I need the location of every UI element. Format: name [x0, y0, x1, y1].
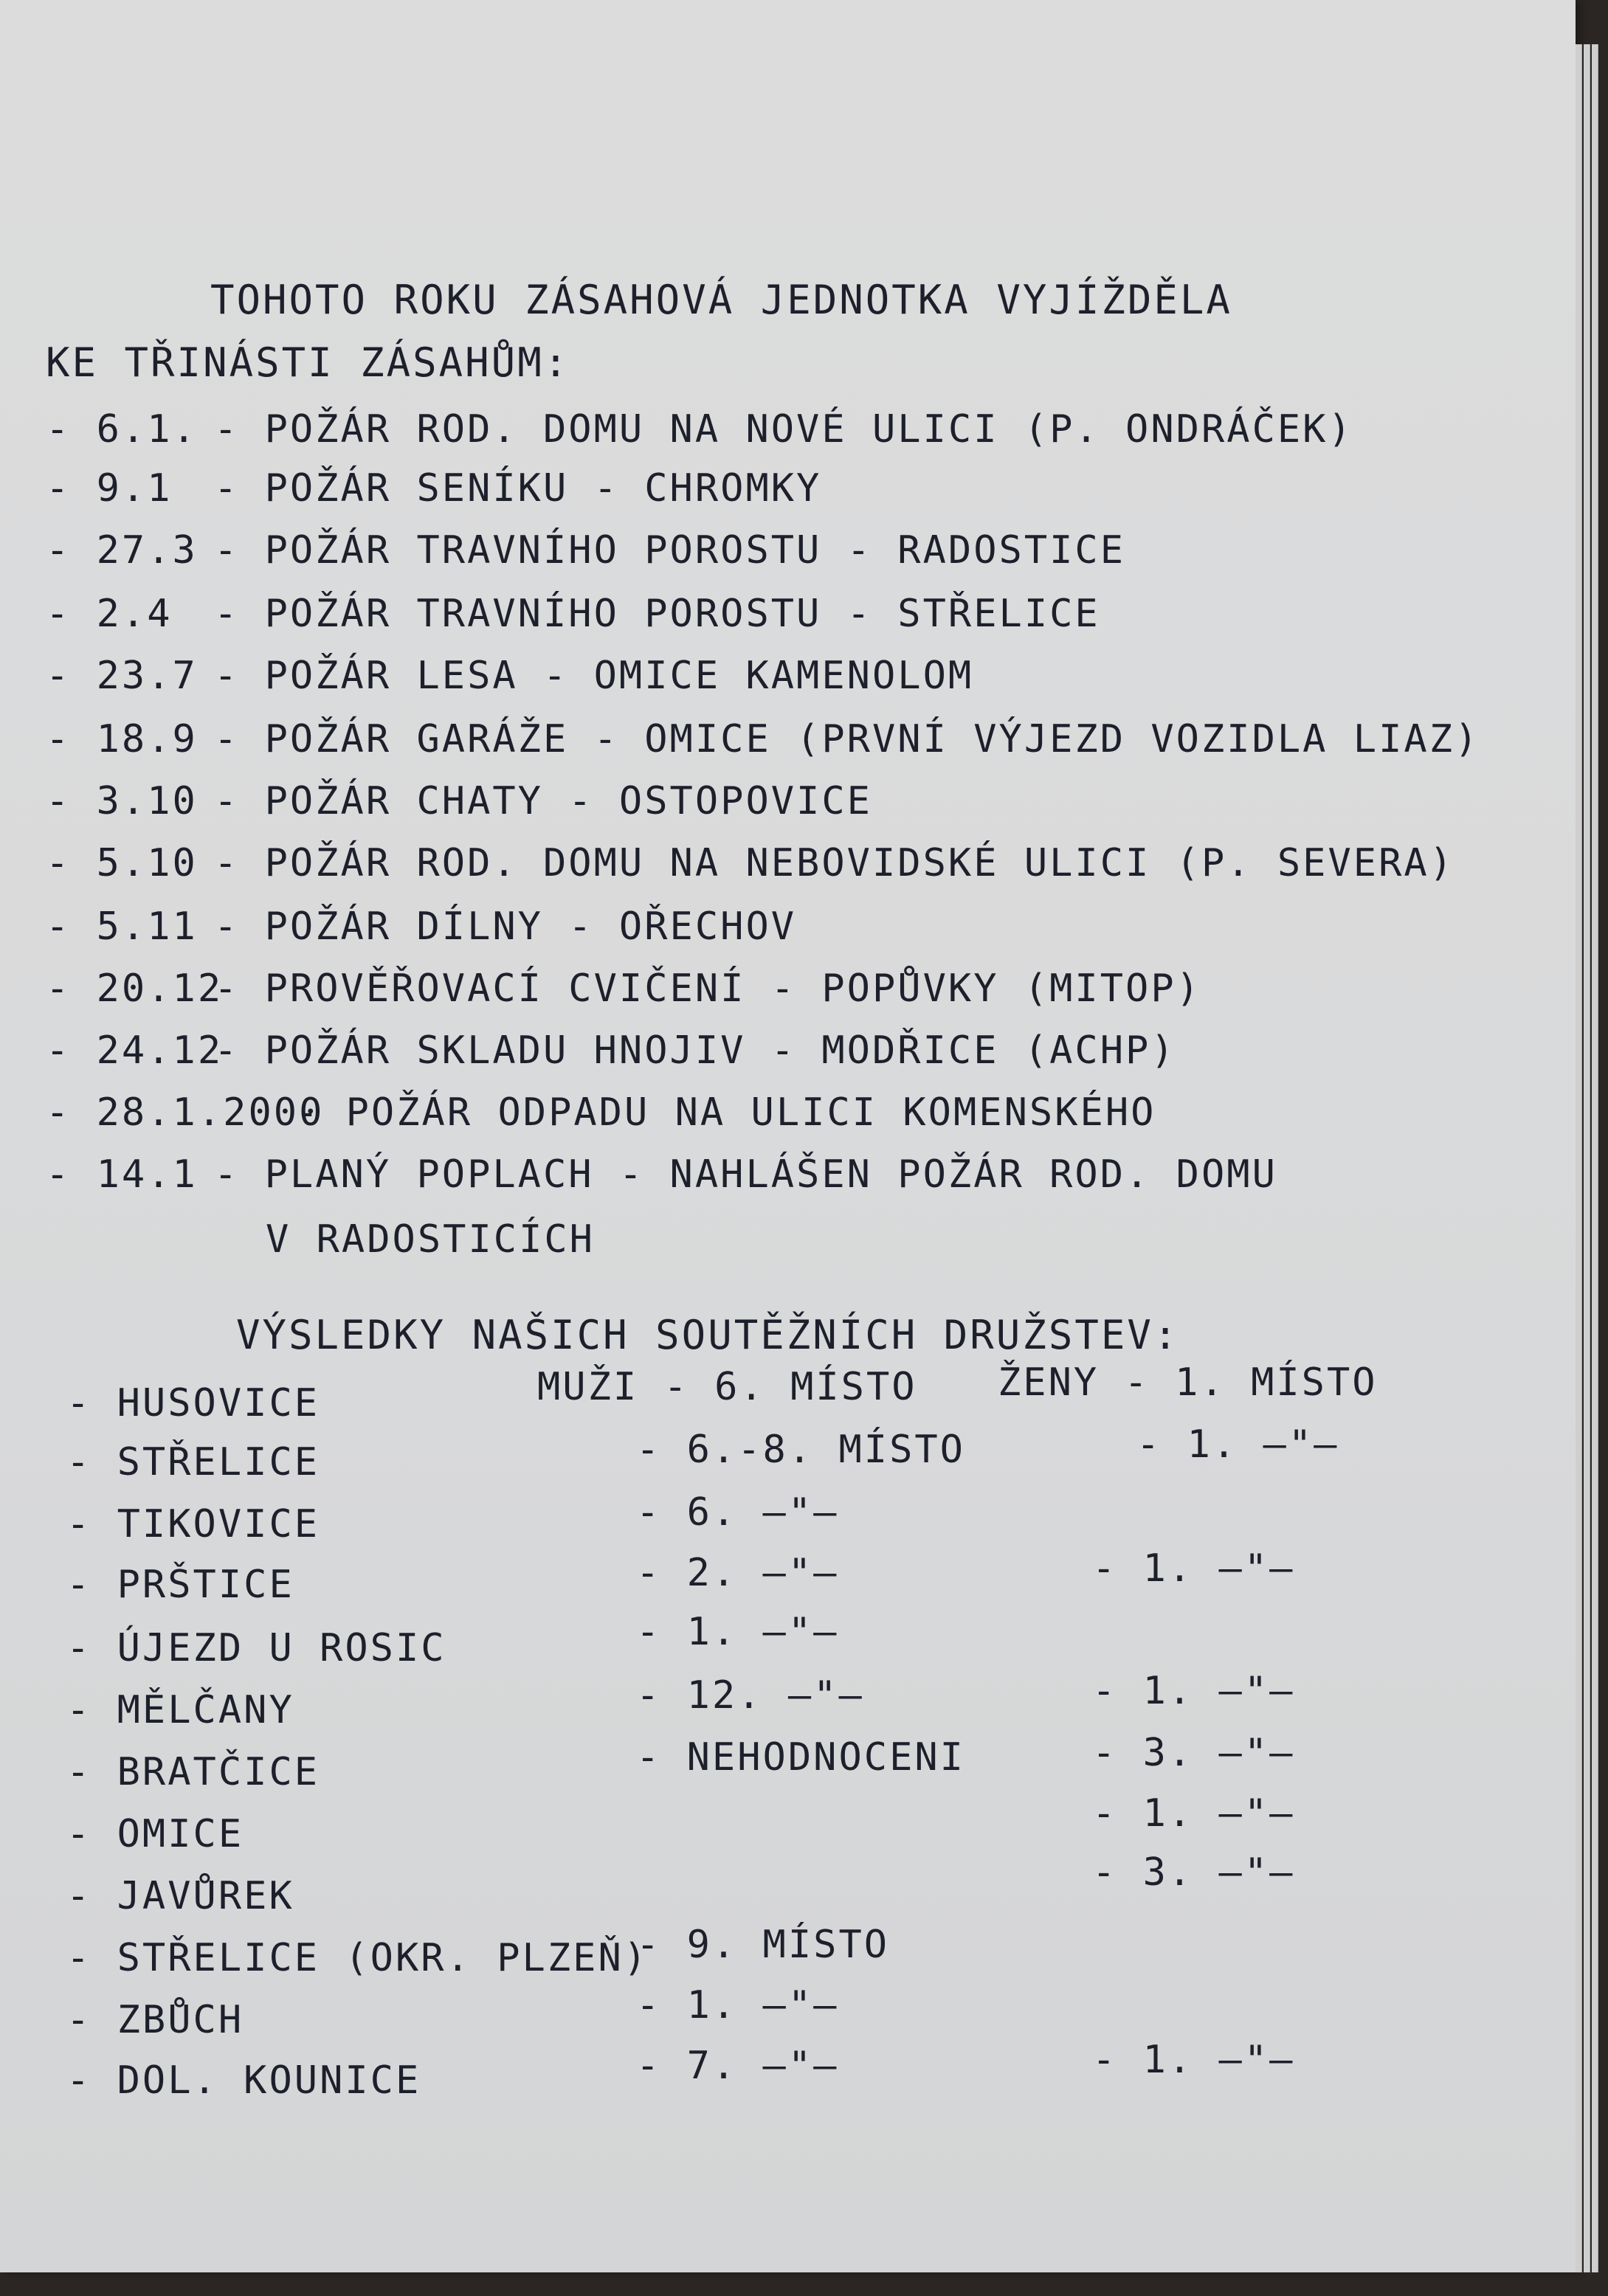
result-men: - NEHODNOCENI — [636, 1735, 965, 1780]
event-date: - 27.3 — [46, 528, 198, 573]
event-date: - 5.11 — [46, 905, 198, 949]
result-team: - PRŠTICE — [66, 1563, 294, 1607]
result-women: - 1. —"— — [1092, 1791, 1295, 1836]
result-team: - DOL. KOUNICE — [66, 2058, 421, 2103]
event-desc: - POŽÁR ROD. DOMU NA NEBOVIDSKÉ ULICI (P. SEVERA) — [214, 841, 1455, 885]
event-continuation: V RADOSTICÍCH — [266, 1217, 595, 1262]
event-desc: - POŽÁR LESA - OMICE KAMENOLOM — [214, 654, 974, 698]
result-women: - 1. —"— — [1092, 1546, 1295, 1591]
result-men: - 9. MÍSTO — [636, 1923, 890, 1967]
event-date: - 24.12 — [46, 1028, 224, 1073]
event-desc: - POŽÁR SKLADU HNOJIV - MODŘICE (ACHP) — [214, 1028, 1176, 1073]
result-team: - STŘELICE — [66, 1440, 320, 1484]
result-men: - 6. —"— — [636, 1490, 839, 1535]
event-desc: - PROVĚŘOVACÍ CVIČENÍ - POPŮVKY (MITOP) — [214, 967, 1201, 1011]
intro-line-1: TOHOTO ROKU ZÁSAHOVÁ JEDNOTKA VYJÍŽDĚLA — [210, 277, 1232, 323]
results-heading: VÝSLEDKY NAŠICH SOUTĚŽNÍCH DRUŽSTEV: — [236, 1312, 1180, 1358]
result-team: - BRATČICE — [66, 1750, 320, 1794]
result-team: - STŘELICE (OKR. PLZEŇ) — [66, 1936, 649, 1980]
result-men: MUŽI - 6. MÍSTO — [537, 1365, 917, 1409]
event-date: - 28.1.2000 — [46, 1090, 325, 1135]
result-team: - OMICE — [66, 1812, 244, 1856]
event-desc: - POŽÁR DÍLNY - OŘECHOV — [214, 905, 797, 949]
result-men: - 12. —"— — [636, 1673, 864, 1718]
event-date: - 18.9 — [46, 717, 198, 761]
event-date: - 20.12 — [46, 967, 224, 1011]
event-desc: - POŽÁR CHATY - OSTOPOVICE — [214, 779, 872, 823]
event-date: - 2.4 — [46, 592, 173, 636]
page-edge — [1576, 44, 1582, 2272]
event-date: - 3.10 — [46, 779, 198, 823]
page-edge — [1584, 44, 1590, 2272]
result-women: - 1. —"— — [1092, 2038, 1295, 2082]
result-team: - ZBŮCH — [66, 1998, 244, 2042]
event-date: - 6.1. — [46, 407, 198, 452]
result-men: - 6.-8. MÍSTO — [636, 1428, 965, 1472]
event-desc: - POŽÁR SENÍKU - CHROMKY — [214, 466, 822, 511]
event-desc: - PLANÝ POPLACH - NAHLÁŠEN POŽÁR ROD. DOMU — [214, 1152, 1277, 1197]
result-women: - 1. —"— — [1092, 1669, 1295, 1713]
event-date: - 9.1 — [46, 466, 173, 511]
result-men: - 1. —"— — [636, 1610, 839, 1654]
intro-line-2: KE TŘINÁSTI ZÁSAHŮM: — [46, 339, 570, 386]
result-team: - ÚJEZD U ROSIC — [66, 1626, 446, 1670]
page-edge — [1592, 44, 1598, 2272]
result-team: - HUSOVICE — [66, 1381, 320, 1425]
result-team: - TIKOVICE — [66, 1502, 320, 1546]
result-women: ŽENY - 1. MÍSTO — [998, 1360, 1378, 1405]
event-desc: - POŽÁR GARÁŽE - OMICE (PRVNÍ VÝJEZD VOZIDLA LIAZ) — [214, 717, 1480, 761]
event-date: - 23.7 — [46, 654, 198, 698]
event-desc: - POŽÁR TRAVNÍHO POROSTU - STŘELICE — [214, 592, 1100, 636]
event-desc: - POŽÁR TRAVNÍHO POROSTU - RADOSTICE — [214, 528, 1126, 573]
result-team: - JAVŮREK — [66, 1874, 294, 1918]
event-date: - 5.10 — [46, 841, 198, 885]
result-women: - 3. —"— — [1092, 1850, 1295, 1895]
event-desc: - POŽÁR ODPADU NA ULICI KOMENSKÉHO — [295, 1090, 1156, 1135]
event-desc: - POŽÁR ROD. DOMU NA NOVÉ ULICI (P. ONDRÁČEK) — [214, 407, 1353, 452]
result-men: - 1. —"— — [636, 1983, 839, 2027]
result-women: - 3. —"— — [1092, 1731, 1295, 1775]
result-women: - 1. —"— — [1136, 1422, 1339, 1467]
result-team: - MĚLČANY — [66, 1688, 294, 1732]
result-men: - 7. —"— — [636, 2044, 839, 2088]
event-date: - 14.1 — [46, 1152, 198, 1197]
result-men: - 2. —"— — [636, 1551, 839, 1595]
